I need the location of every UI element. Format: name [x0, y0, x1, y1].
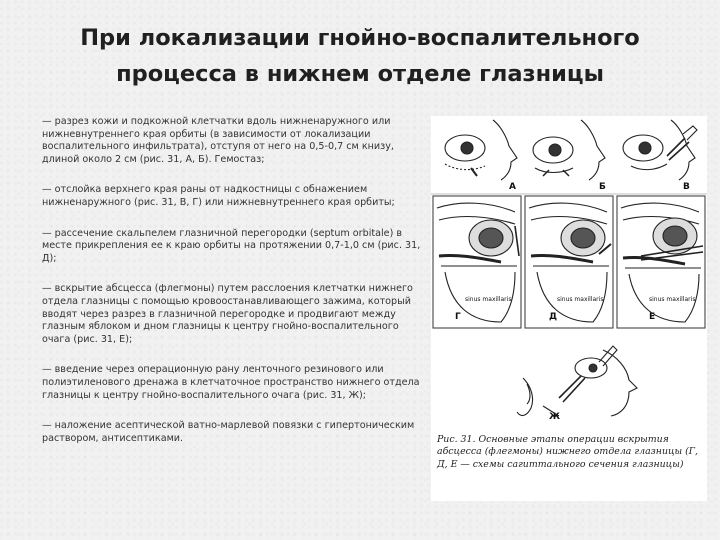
- slide-title: При локализации гнойно-воспалительного процесса в нижнем отделе глазницы: [80, 25, 640, 87]
- figure-caption: Рис. 31. Основные этапы операции вскрытия абсцесса (флегмоны) нижнего отдела глазницы (Г, Д, Е — схемы сагиттального сечения глазницы): [437, 434, 698, 470]
- procedure-step: — разрез кожи и подкожной клетчатки вдоль нижненаружного или нижневнутреннего края орбиты (в зависимости от локализации воспалительного инфильтрата), отступя от него на 0,5-0,7 см книзу, длиной около 2 см (рис. 31, А, Б). Гемостаз;: [42, 116, 394, 165]
- panel-label-g: Г: [455, 312, 461, 322]
- panel-zh-face-drain: [517, 346, 637, 416]
- panel-label-a: А: [509, 182, 516, 192]
- panel-g-sagittal-section: [437, 203, 519, 322]
- panel-label-v: В: [683, 182, 690, 192]
- panel-v-face-profile: [623, 120, 697, 180]
- panel-a-face-profile: [445, 120, 517, 180]
- sinus-label-g: sinus maxillaris: [465, 296, 512, 303]
- panel-label-b: Б: [599, 182, 606, 192]
- panel-label-d: Д: [549, 312, 558, 322]
- panel-b-face-profile: [533, 120, 605, 180]
- sinus-label-d: sinus maxillaris: [557, 296, 604, 303]
- sinus-label-e: sinus maxillaris: [649, 296, 696, 303]
- procedure-step: — введение через операционную рану ленточного резинового или полиэтиленового дренажа в клетчаточное пространство нижнего отдела глазницы к центру гнойно-воспалительного очага (рис. 31, Ж);: [42, 364, 420, 401]
- procedure-step: — наложение асептической ватно-марлевой повязки с гипертоническим раствором, антисептиками.: [42, 420, 415, 444]
- panel-e-sagittal-section: [621, 203, 703, 322]
- panel-label-zh: Ж: [549, 412, 561, 422]
- procedure-steps-list: [42, 116, 424, 463]
- panel-label-e: Е: [649, 312, 656, 322]
- procedure-step: — рассечение скальпелем глазничной перегородки (septum orbitale) в месте прикрепления ее к краю орбиты на протяжении 0,7-1,0 см (рис. 31, Д);: [42, 227, 421, 264]
- procedure-step: — отслойка верхнего края раны от надкостницы с обнажением нижненаружного (рис. 31, В, Г) или нижневнутреннего края орбиты;: [42, 184, 395, 208]
- surgery-figure: [431, 116, 707, 501]
- procedure-step: — вскрытие абсцесса (флегмоны) путем расслоения клетчатки нижнего отдела глазницы с помощью кровоостанавливающего зажима, который вводят через разрез в глазничной перегородке и продвигают между глазным яблоком и дном глазницы к центру гнойно-воспалительного очага (рис. 31, Е);: [42, 283, 413, 345]
- panel-d-sagittal-section: [529, 203, 611, 322]
